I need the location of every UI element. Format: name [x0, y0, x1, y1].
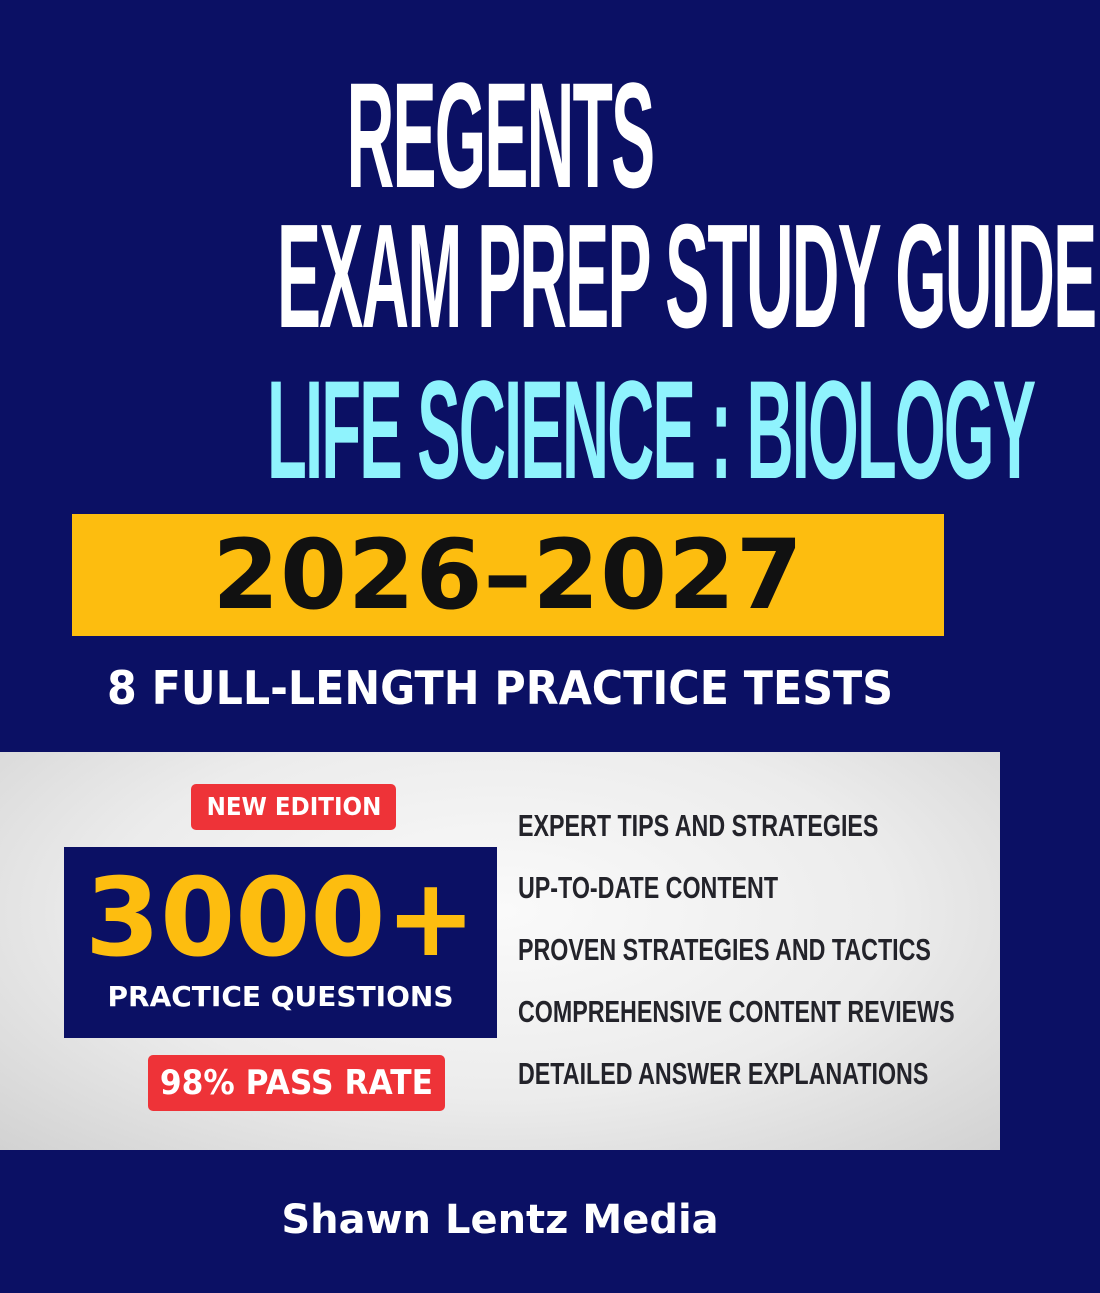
new-edition-badge: [191, 784, 396, 830]
subject-title: LIFE SCIENCE : BIOLOGY: [267, 351, 1035, 508]
title-line-regents: REGENTS: [346, 51, 654, 219]
question-count-box: [64, 847, 497, 1038]
feature-item-label: UP-TO-DATE CONTENT: [518, 870, 779, 905]
feature-list: [518, 804, 988, 1114]
publisher-name: Shawn Lentz Media: [281, 1197, 719, 1243]
pass-rate-label: 98% PASS RATE: [159, 1063, 434, 1103]
year-banner: [72, 514, 944, 636]
title-line-exam-prep: EXAM PREP STUDY GUIDE: [277, 194, 1096, 359]
feature-item-label: PROVEN STRATEGIES AND TACTICS: [518, 932, 931, 967]
practice-tests-tagline: 8 FULL-LENGTH PRACTICE TESTS: [106, 661, 894, 715]
question-count: 3000+: [84, 856, 477, 981]
feature-item-label: COMPREHENSIVE CONTENT REVIEWS: [518, 994, 955, 1029]
feature-item: [518, 928, 988, 990]
feature-item-label: DETAILED ANSWER EXPLANATIONS: [518, 1056, 929, 1091]
feature-item: [518, 1052, 988, 1114]
features-panel: [0, 752, 1000, 1150]
feature-item: [518, 804, 988, 866]
feature-item-label: EXPERT TIPS AND STRATEGIES: [518, 808, 879, 843]
question-count-label: PRACTICE QUESTIONS: [107, 980, 454, 1013]
feature-item: [518, 866, 988, 928]
feature-item: [518, 990, 988, 1052]
publisher-section: [0, 1150, 1000, 1293]
pass-rate-badge: [148, 1055, 445, 1111]
new-edition-label: NEW EDITION: [206, 792, 381, 821]
year-range: 2026–2027: [212, 519, 804, 631]
